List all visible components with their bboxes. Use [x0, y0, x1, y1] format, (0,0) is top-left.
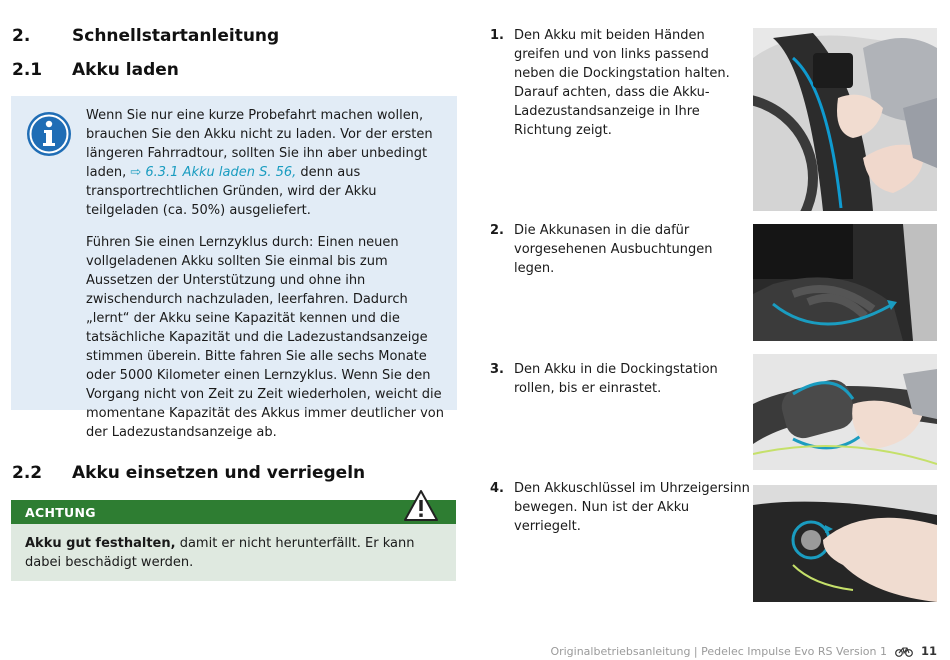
step-2 — [490, 221, 752, 276]
step-4 — [490, 479, 752, 534]
info-box — [11, 96, 457, 440]
warning-header — [11, 500, 456, 524]
page-footer — [550, 644, 937, 658]
step-1 — [490, 26, 752, 138]
info-icon — [25, 110, 73, 158]
step-2-photo — [753, 224, 937, 341]
subsection-heading-2-2 — [12, 463, 412, 485]
section-title: Schnellstartanleitung — [72, 26, 280, 46]
subsection-title: Akku einsetzen und verriegeln — [72, 463, 366, 483]
warning-label: ACHTUNG — [25, 505, 96, 520]
subsection-number: 2.1 — [12, 60, 43, 80]
subsection-heading-2-1 — [12, 60, 412, 82]
section-number: 2. — [12, 26, 31, 46]
page-number: 11 — [920, 644, 937, 658]
step-number: 3. — [490, 362, 504, 377]
warning-body — [11, 524, 456, 581]
bicycle-icon — [895, 646, 913, 657]
step-text: Die Akkunasen in die dafür vorgesehenen Ausbuchtungen legen. — [514, 223, 713, 276]
info-paragraph-1: Wenn Sie nur eine kurze Probefahrt machen wollen, brauchen Sie den Akku nicht zu laden. Vor der ersten längeren Fahrradtour, sollten Sie ihn aber unbedingt laden, ⇨ 6.3.1 Akku laden S. 56, denn aus transportrechtlichen Gründen, wird der Akku teilgeladen (ca. 50%) ausgeliefert. — [86, 108, 433, 218]
step-3 — [490, 360, 752, 400]
step-text: Den Akkuschlüssel im Uhrzeigersinn bewegen. Nun ist der Akku verriegelt. — [514, 481, 750, 534]
warning-text: damit er nicht herunterfällt. Er kann dabei beschädigt werden. — [25, 536, 415, 570]
cross-reference-link[interactable]: ⇨ 6.3.1 Akku laden S. 56, — [130, 165, 297, 180]
warning-bold-text: Akku gut festhalten, — [25, 536, 176, 551]
subsection-number: 2.2 — [12, 463, 43, 483]
footer-text: Originalbetriebsanleitung | Pedelec Impulse Evo RS Version 1 — [550, 644, 887, 658]
step-number: 2. — [490, 223, 504, 238]
step-text: Den Akku mit beiden Händen greifen und von links passend neben die Dockingstation halten. Darauf achten, dass die Akku-Ladezustandsanzeige in Ihre Richtung zeigt. — [514, 28, 730, 138]
step-text: Den Akku in die Dockingstation rollen, bis er einrastet. — [514, 362, 718, 396]
step-number: 4. — [490, 481, 504, 496]
step-1-photo — [753, 28, 937, 211]
subsection-title: Akku laden — [72, 60, 179, 80]
info-text — [86, 106, 452, 455]
info-paragraph-2: Führen Sie einen Lernzyklus durch: Einen neuen vollgeladenen Akku sollten Sie einmal bis zum Aussetzen der Unterstützung und ohne ihn zwischendurch nachzuladen, leerfahren. Dadurch „lernt“ der Akku seine Kapazität kennen und die tatsächliche Kapazität und die Ladezustandsanzeige stimmen überein. Bitte fahren Sie alle sechs Monate oder 5000 Kilometer einen Lernzyklus. Wenn Sie den Vorgang nicht von Zeit zu Zeit wiederholen, weicht die momentane Kapazität des Akkus immer deutlicher von der Ladezustandsanzeige ab. — [86, 235, 444, 440]
section-heading — [12, 26, 412, 48]
step-number: 1. — [490, 28, 504, 43]
step-4-photo — [753, 485, 937, 602]
warning-triangle-icon — [403, 489, 439, 523]
step-3-photo — [753, 354, 937, 470]
